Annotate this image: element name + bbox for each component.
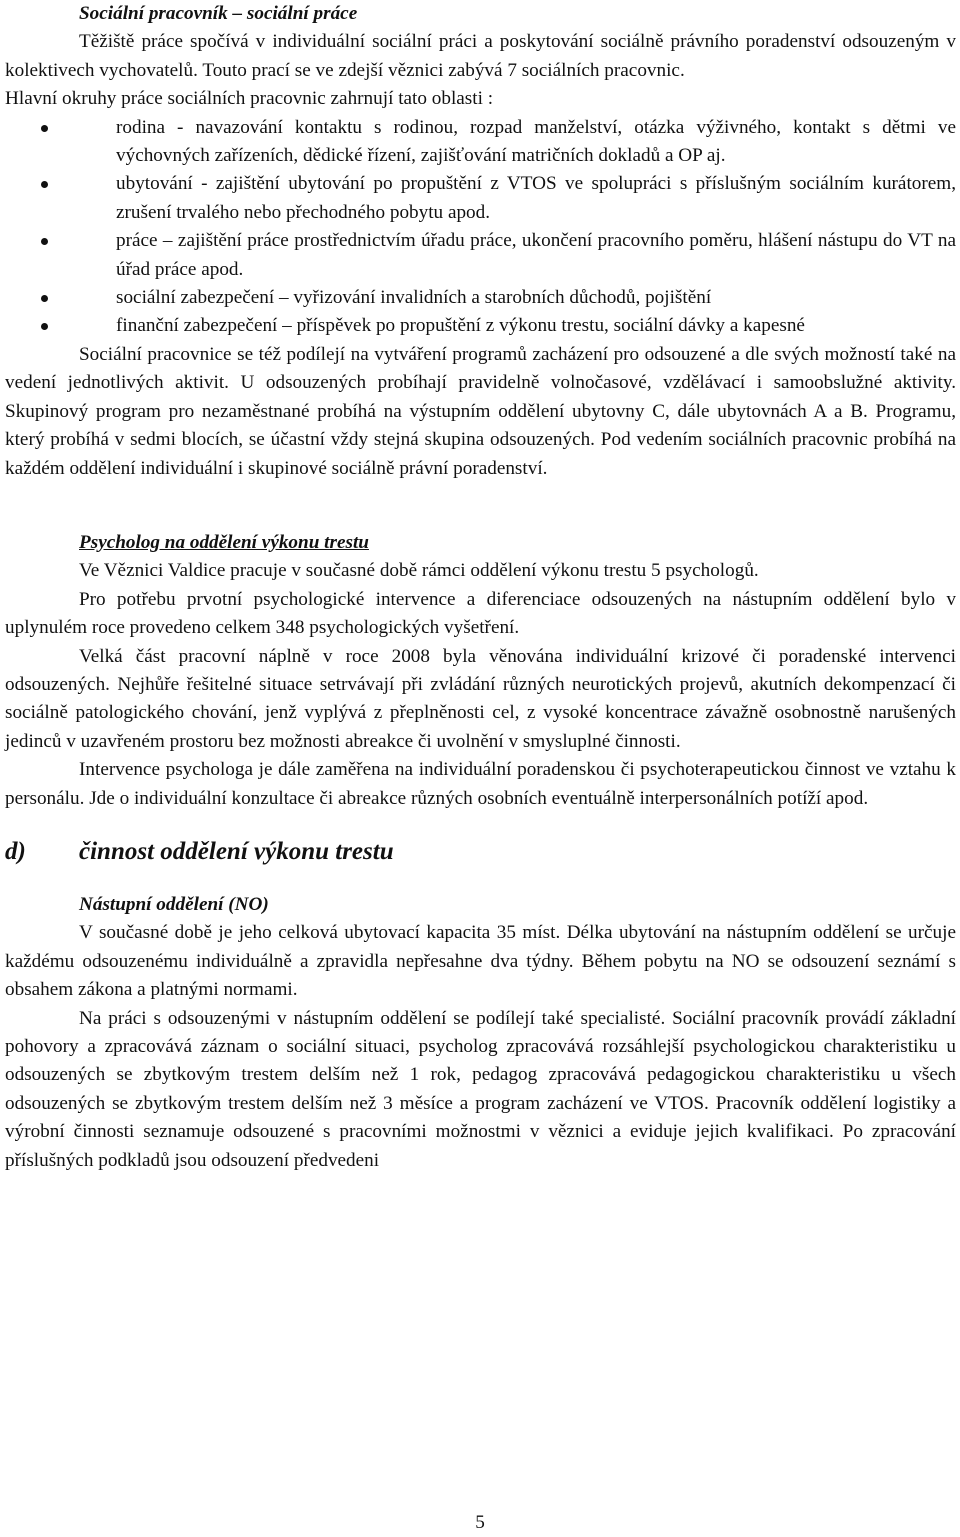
psychologist-heading: Psycholog na oddělení výkonu trestu <box>79 531 369 553</box>
list-item-social-security <box>5 284 956 312</box>
section-title: činnost oddělení výkonu trestu <box>79 837 394 865</box>
psych-paragraph-3: Velká část pracovní náplně v roce 2008 byla věnována individuální krizové či poradenské intervenci odsouzených. Nejhůře řešitelné situace setrvávají při zvládání různých neurotických projevů, akutních dekompenzací či sociálně patologického chování, jenž vyplývá z přeplněnosti cel, z vysoké koncentrace závažně osobnostně narušených jedinců v uzavřeném prostoru bez možnosti abreakce či uvolnění v smysluplné činnosti. <box>5 645 956 752</box>
page-number: 5 <box>475 1512 485 1533</box>
list-item-text: práce – zajištění práce prostřednictvím úřadu práce, ukončení pracovního poměru, hlášení nástupu do VT na úřad práce apod. <box>116 230 956 280</box>
spacer <box>5 867 956 891</box>
list-item-text: rodina - navazování kontaktu s rodinou, rozpad manželství, otázka výživného, kontakt s dětmi ve výchovných zařízeních, dědické řízení, zajišťování matričních dokladů a OP aj. <box>116 116 956 167</box>
social-work-areas-list <box>5 114 956 341</box>
psych-paragraph-1: Ve Věznici Valdice pracuje v současné době rámci oddělení výkonu trestu 5 psychologů. <box>79 560 759 582</box>
section-d-heading <box>5 837 956 867</box>
intake-unit-heading: Nástupní oddělení (NO) <box>79 893 269 915</box>
list-item-housing <box>5 170 956 227</box>
spacer <box>5 483 956 529</box>
page-content <box>5 0 956 1175</box>
list-item-financial-security <box>5 312 956 340</box>
section-letter: d) <box>5 837 26 865</box>
intake-paragraph-2: Na práci s odsouzenými v nástupním oddělení se podílejí také specialisté. Sociální pracovník provádí základní pohovory a zpracovává záznam o sociální situaci, psycholog zpracovává rozsáhlejší psychologickou charakteristiku u odsouzených se zbytkovým trestem delším než 1 rok, pedagog zpracovává pedagogickou charakteristiku u všech odsouzených se zbytkovým trestem delším než 3 měsíce a program zacházení ve VTOS. Pracovník oddělení logistiky a výrobní činnosti seznamuje odsouzené s pracovními možnostmi v věznici a eviduje jejich kvalifikaci. Po zpracování příslušných podkladů jsou odsouzení předvedeni <box>5 1007 956 1171</box>
psych-paragraph-2: Pro potřebu prvotní psychologické intervence a diferenciace odsouzených na nástupním oddělení bylo v uplynulém roce provedeno celkem 348 psychologických vyšetření. <box>5 588 956 639</box>
social-paragraph-3: Sociální pracovnice se též podílejí na vytváření programů zacházení pro odsouzené a dle svých možností také na vedení jednotlivých aktivit. U odsouzených probíhají pravidelně volnočasové, vzdělávací i samoobslužné aktivity. Skupinový program pro nezaměstnané probíhá na výstupním oddělení ubytovny C, dále ubytovnách A a B. Programu, který probíhá v sedmi blocích, se účastní vždy stejná skupina odsouzených. Pod vedením sociálních pracovnic probíhá na každém oddělení individuální i skupinové sociálně právní poradenství. <box>5 343 956 479</box>
list-item-family <box>5 114 956 171</box>
bullet-icon <box>41 181 48 188</box>
list-item-text: ubytování - zajištění ubytování po propuštění z VTOS ve spolupráci s příslušným sociálním kurátorem, zrušení trvalého nebo přechodného pobytu apod. <box>116 173 956 223</box>
spacer <box>5 813 956 837</box>
social-paragraph-1: Těžiště práce spočívá v individuální sociální práci a poskytování sociálně právního poradenství odsouzeným v kolektivech vychovatelů. Touto prací se ve zdejší věznici zabývá 7 sociálních pracovnic. <box>5 31 956 81</box>
bullet-icon <box>41 295 48 302</box>
bullet-icon <box>41 238 48 245</box>
list-item-text: sociální zabezpečení – vyřizování invalidních a starobních důchodů, pojištění <box>116 287 712 309</box>
list-item-work <box>5 227 956 284</box>
intake-paragraph-1: V současné době je jeho celková ubytovací kapacita 35 míst. Délka ubytování na nástupním oddělení se určuje každému odsouzenému individuálně a zpravidla nepřesahne dva týdny. Během pobytu na NO se odsouzení seznámí s obsahem zákona a platnými normami. <box>5 922 956 1001</box>
social-paragraph-2: Hlavní okruhy práce sociálních pracovnic zahrnují tato oblasti : <box>5 88 494 110</box>
bullet-icon <box>41 125 48 132</box>
bullet-icon <box>41 323 48 330</box>
list-item-text: finanční zabezpečení – příspěvek po propuštění z výkonu trestu, sociální dávky a kapesné <box>116 315 805 337</box>
psych-paragraph-4: Intervence psychologa je dále zaměřena na individuální poradenskou či psychoterapeutickou činnost ve vztahu k personálu. Jde o individuální konzultace či abreakce různých osobních eventuálně interpersonálních potíží apod. <box>5 759 956 809</box>
social-worker-heading: Sociální pracovník – sociální práce <box>79 3 358 24</box>
